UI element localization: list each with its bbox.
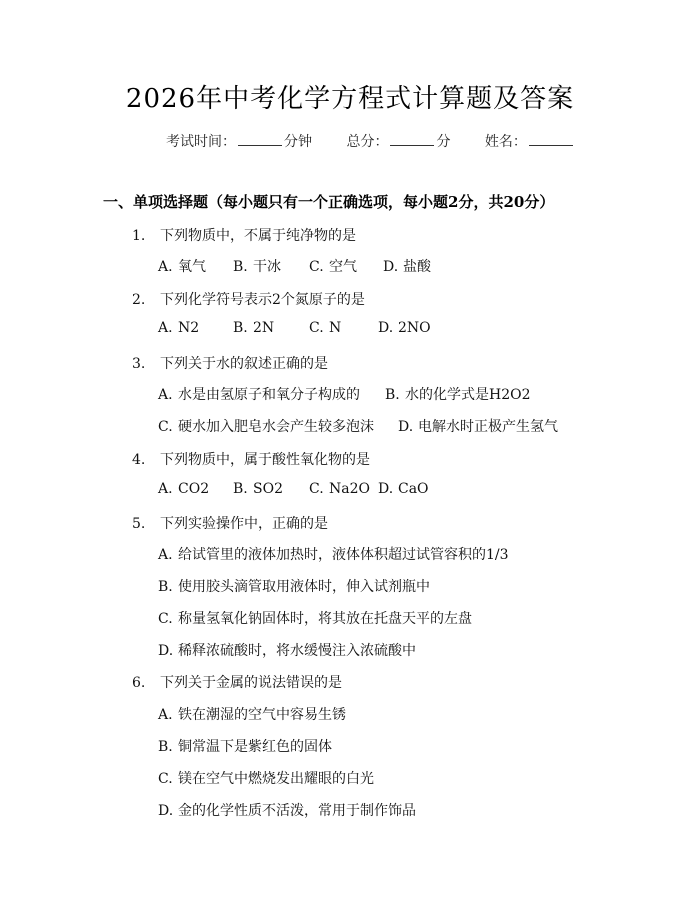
score-blank (390, 133, 434, 146)
question-2 (132, 289, 365, 309)
option-4b: B. SO2 (233, 481, 283, 497)
option-5a: A. 给试管里的液体加热时，液体体积超过试管容积的1/3 (158, 547, 509, 563)
option-1c: C. 空气 (309, 259, 357, 275)
name-label: 姓名： (484, 134, 527, 150)
option-4d: D. CaO (378, 481, 429, 497)
question-text: 下列物质中，属于酸性氧化物的是 (160, 452, 370, 468)
option-5c: C. 称量氢氧化钠固体时，将其放在托盘天平的左盘 (158, 611, 472, 627)
question-5 (132, 513, 328, 533)
section-title: 一、单项选择题（每小题只有一个正确选项，每小题2分，共20分） (103, 193, 555, 211)
question-6 (132, 672, 342, 692)
option-3b: B. 水的化学式是H2O2 (385, 387, 531, 403)
option-2a: A. N2 (158, 320, 200, 336)
score-label: 总分： (346, 134, 389, 150)
option-6d: D. 金的化学性质不活泼，常用于制作饰品 (158, 803, 416, 819)
option-6c: C. 镁在空气中燃烧发出耀眼的白光 (158, 771, 374, 787)
option-4a: A. CO2 (158, 481, 210, 497)
option-5d: D. 稀释浓硫酸时，将水缓慢注入浓硫酸中 (158, 643, 416, 659)
option-1a: A. 氧气 (158, 259, 206, 275)
option-5b: B. 使用胶头滴管取用液体时，伸入试剂瓶中 (158, 579, 430, 595)
question-number: 2. (132, 292, 146, 308)
question-text: 下列化学符号表示2个氮原子的是 (160, 292, 365, 308)
question-number: 5. (132, 516, 146, 532)
name-blank (529, 133, 573, 146)
option-3d: D. 电解水时正极产生氢气 (398, 419, 558, 435)
question-1 (132, 225, 356, 245)
option-2b: B. 2N (233, 320, 275, 336)
question-text: 下列关于水的叙述正确的是 (160, 356, 328, 372)
question-text: 下列实验操作中，正确的是 (160, 516, 328, 532)
option-4c: C. Na2O (309, 481, 370, 497)
question-number: 3. (132, 356, 146, 372)
option-3c: C. 硬水加入肥皂水会产生较多泡沫 (158, 419, 374, 435)
exam-time (166, 131, 312, 151)
time-label: 考试时间： (166, 134, 236, 150)
question-4 (132, 449, 370, 469)
option-6b: B. 铜常温下是紫红色的固体 (158, 739, 332, 755)
page-title: 2026年中考化学方程式计算题及答案 (125, 84, 575, 114)
time-blank (238, 133, 282, 146)
exam-score (346, 131, 450, 151)
score-unit: 分 (436, 134, 451, 150)
exam-meta (166, 131, 605, 151)
question-3 (132, 353, 328, 373)
question-text: 下列关于金属的说法错误的是 (160, 675, 342, 691)
time-unit: 分钟 (284, 134, 312, 150)
option-3a: A. 水是由氢原子和氧分子构成的 (158, 387, 360, 403)
option-2c: C. N (309, 320, 342, 336)
option-1d: D. 盐酸 (383, 259, 431, 275)
question-number: 4. (132, 452, 146, 468)
option-1b: B. 干冰 (233, 259, 281, 275)
question-number: 6. (132, 675, 146, 691)
option-6a: A. 铁在潮湿的空气中容易生锈 (158, 707, 346, 723)
question-text: 下列物质中，不属于纯净物的是 (160, 228, 356, 244)
question-number: 1. (132, 228, 146, 244)
exam-name (485, 131, 575, 151)
option-2d: D. 2NO (378, 320, 431, 336)
